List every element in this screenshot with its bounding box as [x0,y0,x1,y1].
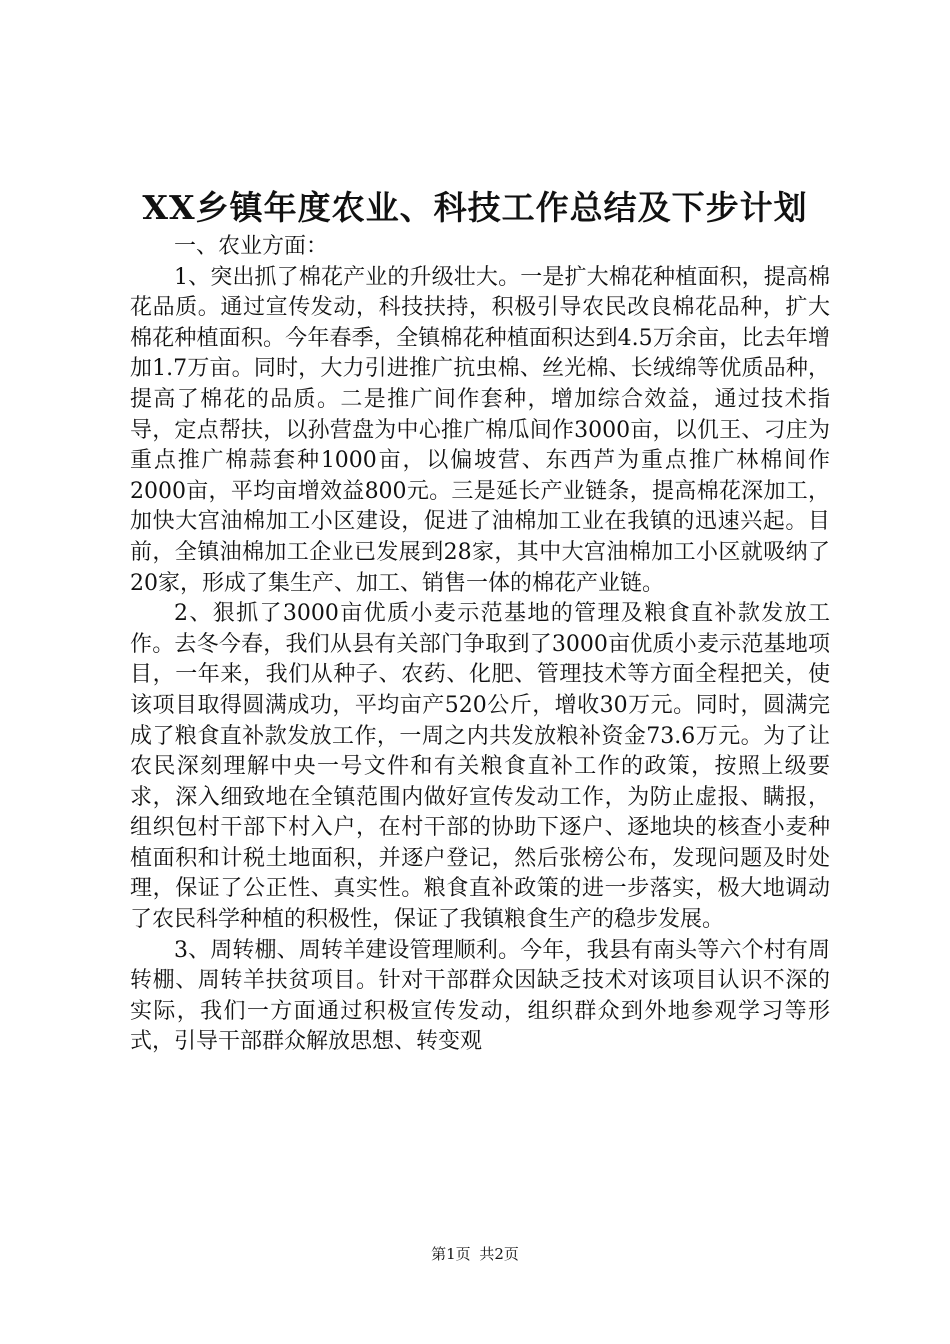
document-title: XX乡镇年度农业、科技工作总结及下步计划 [142,188,808,227]
paragraph-sheep-project: 3、周转棚、周转羊建设管理顺利。今年，我县有南头等六个村有周转棚、周转羊扶贫项目。针对干部群众因缺乏技术对该项目认识不深的实际，我们一方面通过积极宣传发动，组织群众到外地参观学习等形式，引导干部群众解放思想、转变观 [130,937,830,1055]
paragraph-cotton-industry: 1、突出抓了棉花产业的升级壮大。一是扩大棉花种植面积，提高棉花品质。通过宣传发动，科技扶持，积极引导农民改良棉花品种，扩大棉花种植面积。今年春季，全镇棉花种植面积达到4.5万余亩，比去年增加1.7万亩。同时，大力引进推广抗虫棉、丝光棉、长绒绵等优质品种，提高了棉花的品质。二是推广间作套种，增加综合效益，通过技术指导，定点帮扶，以孙营盘为中心推广棉瓜间作3000亩，以仉王、刁庄为重点推广棉蒜套种1000亩，以偏坡营、东西芦为重点推广林棉间作2000亩，平均亩增效益800元。三是延长产业链条，提高棉花深加工，加快大宫油棉加工小区建设，促进了油棉加工业在我镇的迅速兴起。目前，全镇油棉加工企业已发展到28家，其中大宫油棉加工小区就吸纳了20家，形成了集生产、加工、销售一体的棉花产业链。 [130,264,830,596]
page-number: 第1页 [431,1245,471,1263]
page-total: 共2页 [479,1245,519,1263]
paragraph-wheat-base: 2、狠抓了3000亩优质小麦示范基地的管理及粮食直补款发放工作。去冬今春，我们从县有关部门争取到了3000亩优质小麦示范基地项目，一年来，我们从种子、农药、化肥、管理技术等方面全程把关，使该项目取得圆满成功，平均亩产520公斤，增收30万元。同时，圆满完成了粮食直补款发放工作，一周之内共发放粮补资金73.6万元。为了让农民深刻理解中央一号文件和有关粮食直补工作的政策，按照上级要求，深入细致地在全镇范围内做好宣传发动工作，为防止虚报、瞒报，组织包村干部下村入户，在村干部的协助下逐户、逐地块的核查小麦种植面积和计税土地面积，并逐户登记，然后张榜公布，发现问题及时处理，保证了公正性、真实性。粮食直补政策的进一步落实，极大地调动了农民科学种植的积极性，保证了我镇粮食生产的稳步发展。 [130,601,830,933]
document-body [130,232,830,1058]
page-footer [0,1244,950,1264]
section-heading-agriculture: 一、农业方面： [174,234,329,259]
